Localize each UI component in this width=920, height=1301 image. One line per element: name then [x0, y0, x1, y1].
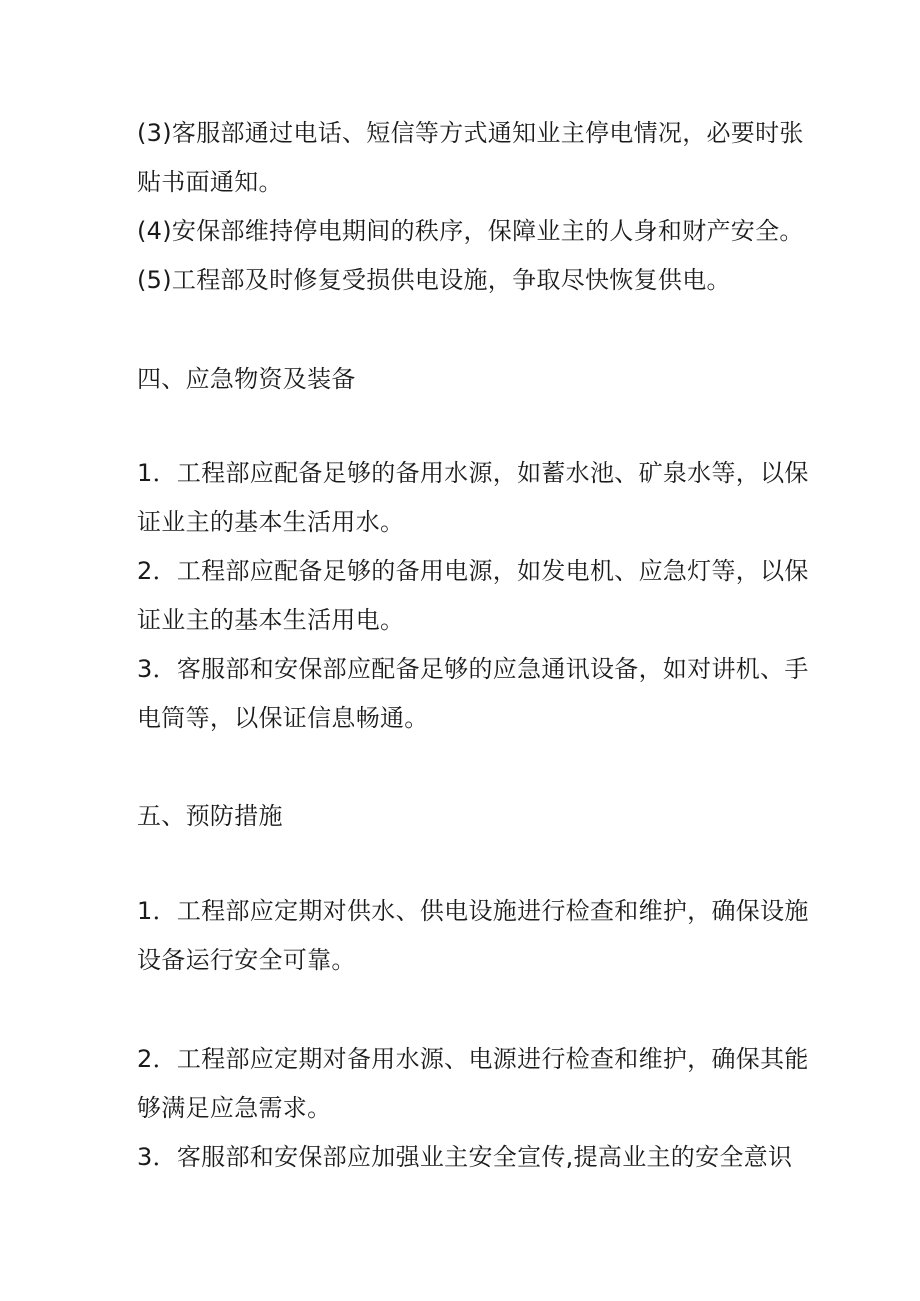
paragraph-line: 证业主的基本生活用电。 — [137, 606, 405, 634]
paragraph-line: 够满足应急需求。 — [137, 1094, 332, 1122]
paragraph-line: 电筒等，以保证信息畅通。 — [137, 704, 429, 732]
paragraph-line: (5)工程部及时修复受损供电设施，争取尽快恢复供电。 — [137, 266, 731, 294]
paragraph-line: (3)客服部通过电话、短信等方式通知业主停电情况，必要时张 — [137, 119, 804, 147]
section-heading: 四、应急物资及装备 — [137, 365, 356, 393]
paragraph-line: (4)安保部维持停电期间的秩序，保障业主的人身和财产安全。 — [137, 217, 804, 245]
paragraph-line: 2．工程部应配备足够的备用电源，如发电机、应急灯等，以保 — [137, 557, 809, 585]
paragraph-line: 1．工程部应配备足够的备用水源，如蓄水池、矿泉水等，以保 — [137, 459, 809, 487]
section-heading: 五、预防措施 — [137, 802, 283, 830]
paragraph-line: 证业主的基本生活用水。 — [137, 508, 405, 536]
paragraph-line: 贴书面通知。 — [137, 168, 283, 196]
paragraph-line: 设备运行安全可靠。 — [137, 946, 356, 974]
paragraph-line: 2．工程部应定期对备用水源、电源进行检查和维护，确保其能 — [137, 1045, 809, 1073]
paragraph-line: 3．客服部和安保部应加强业主安全宣传,提高业主的安全意识 — [137, 1143, 793, 1171]
paragraph-line: 1．工程部应定期对供水、供电设施进行检查和维护，确保设施 — [137, 897, 809, 925]
paragraph-line: 3．客服部和安保部应配备足够的应急通讯设备，如对讲机、手 — [137, 655, 809, 683]
